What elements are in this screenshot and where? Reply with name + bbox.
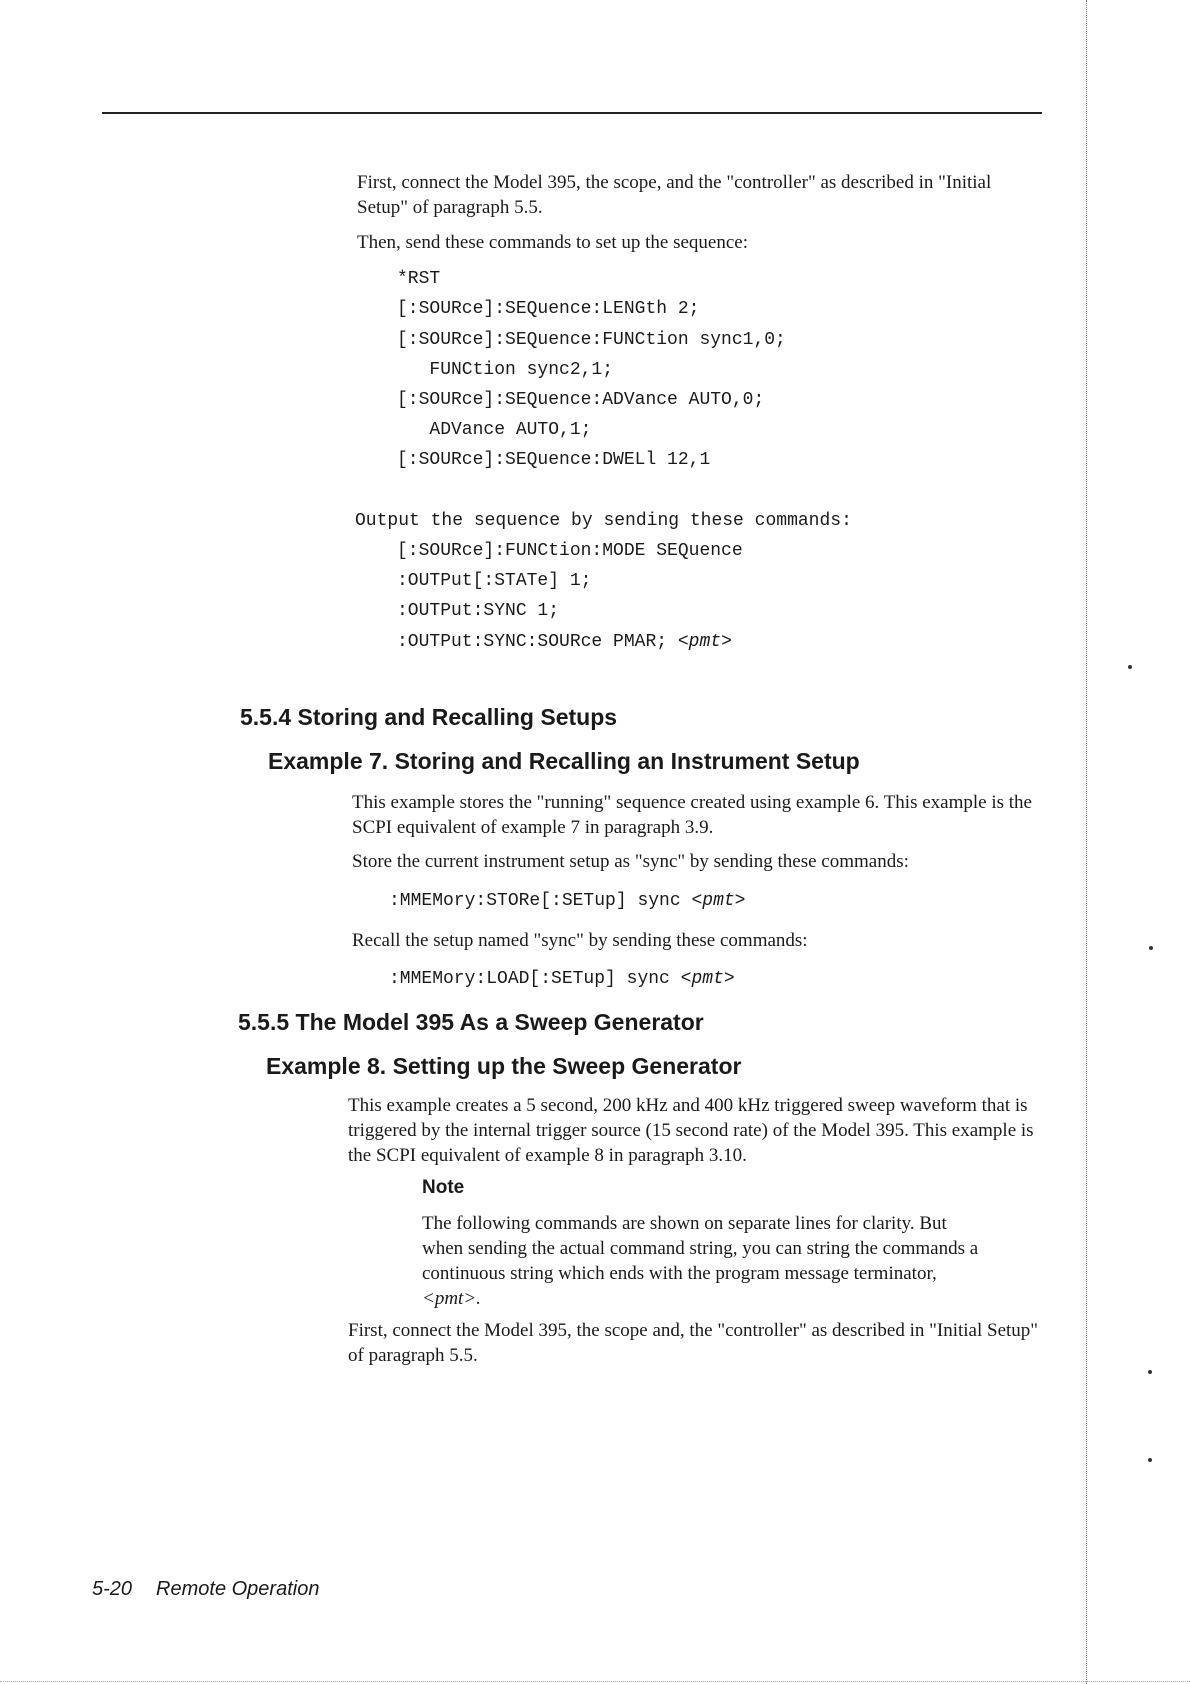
header-rule [102, 112, 1042, 114]
store-instruction: Store the current instrument setup as "sync" by sending these commands: [352, 851, 909, 872]
command-line: *RST [397, 269, 441, 289]
command-line: [:SOURce]:SEQuence:FUNCtion sync1,0; [397, 330, 786, 350]
note-title: Note [422, 1177, 465, 1198]
example-7-heading: Example 7. Storing and Recalling an Instrument Setup [268, 748, 860, 774]
page-number: 5-20 [92, 1578, 133, 1600]
load-command [389, 968, 735, 990]
command-line: [:SOURce]:FUNCtion:MODE SEQuence [397, 541, 743, 561]
scan-speck [1148, 1458, 1152, 1462]
example-8-intro: This example creates a 5 second, 200 kHz and 400 kHz triggered sweep waveform that is triggered by the internal trigger source (15 second rate) of the Model 395. This example is the SCPI equivalent of example 8 in paragraph 3.10. [348, 1095, 1034, 1166]
pmt-token: <pmt> [680, 969, 735, 989]
command-line: [:SOURce]:SEQuence:LENGth 2; [397, 299, 700, 319]
section-heading-5-5-4: 5.5.4 Storing and Recalling Setups [240, 704, 618, 730]
section-heading-5-5-5: 5.5.5 The Model 395 As a Sweep Generator [238, 1009, 704, 1035]
sequence-intro-paragraph-2: Then, send these commands to set up the sequence: [357, 232, 748, 253]
sequence-intro-paragraph: First, connect the Model 395, the scope, and the "controller" as described in "Initial Setup" of paragraph 5.5. [357, 172, 992, 218]
output-intro: Output the sequence by sending these commands: [355, 511, 852, 531]
scan-speck [1128, 665, 1132, 669]
store-command [389, 890, 745, 912]
note-text [422, 1211, 987, 1311]
command-line: ADVance AUTO,1; [397, 420, 592, 440]
example-8-setup-paragraph: First, connect the Model 395, the scope and, the "controller" as described in "Initial Setup" of paragraph 5.5. [348, 1320, 1039, 1366]
command-line: [:SOURce]:SEQuence:ADVance AUTO,0; [397, 390, 765, 410]
command-text: :MMEMory:STORe[:SETup] sync [389, 891, 681, 911]
example-7-intro: This example stores the "running" sequence created using example 6. This example is the SCPI equivalent of example 7 in paragraph 3.9. [352, 792, 1032, 838]
command-text: :MMEMory:LOAD[:SETup] sync [389, 969, 670, 989]
note-body: The following commands are shown on separate lines for clarity. But when sending the actual command string, you can string the commands a continuous string which ends with the program message terminator, [422, 1213, 979, 1284]
pmt-token: <pmt> [677, 632, 732, 652]
footer-section-title: Remote Operation [156, 1578, 320, 1600]
scan-speck [1148, 1370, 1152, 1374]
recall-instruction: Recall the setup named "sync" by sending these commands: [352, 930, 808, 951]
command-line: :OUTPut[:STATe] 1; [397, 571, 592, 591]
command-line: :OUTPut:SYNC 1; [397, 601, 560, 621]
page-footer [92, 1577, 319, 1601]
command-line: FUNCtion sync2,1; [397, 360, 614, 380]
scan-edge [1086, 0, 1087, 1684]
command-line [397, 631, 732, 653]
scan-speck [1149, 946, 1153, 950]
scan-bottom-edge [0, 1681, 1190, 1682]
command-text: :OUTPut:SYNC:SOURce PMAR; [397, 632, 668, 652]
example-8-heading: Example 8. Setting up the Sweep Generator [266, 1053, 742, 1079]
pmt-token: <pmt>. [422, 1288, 481, 1309]
command-line: [:SOURce]:SEQuence:DWELl 12,1 [397, 450, 711, 470]
pmt-token: <pmt> [691, 891, 746, 911]
